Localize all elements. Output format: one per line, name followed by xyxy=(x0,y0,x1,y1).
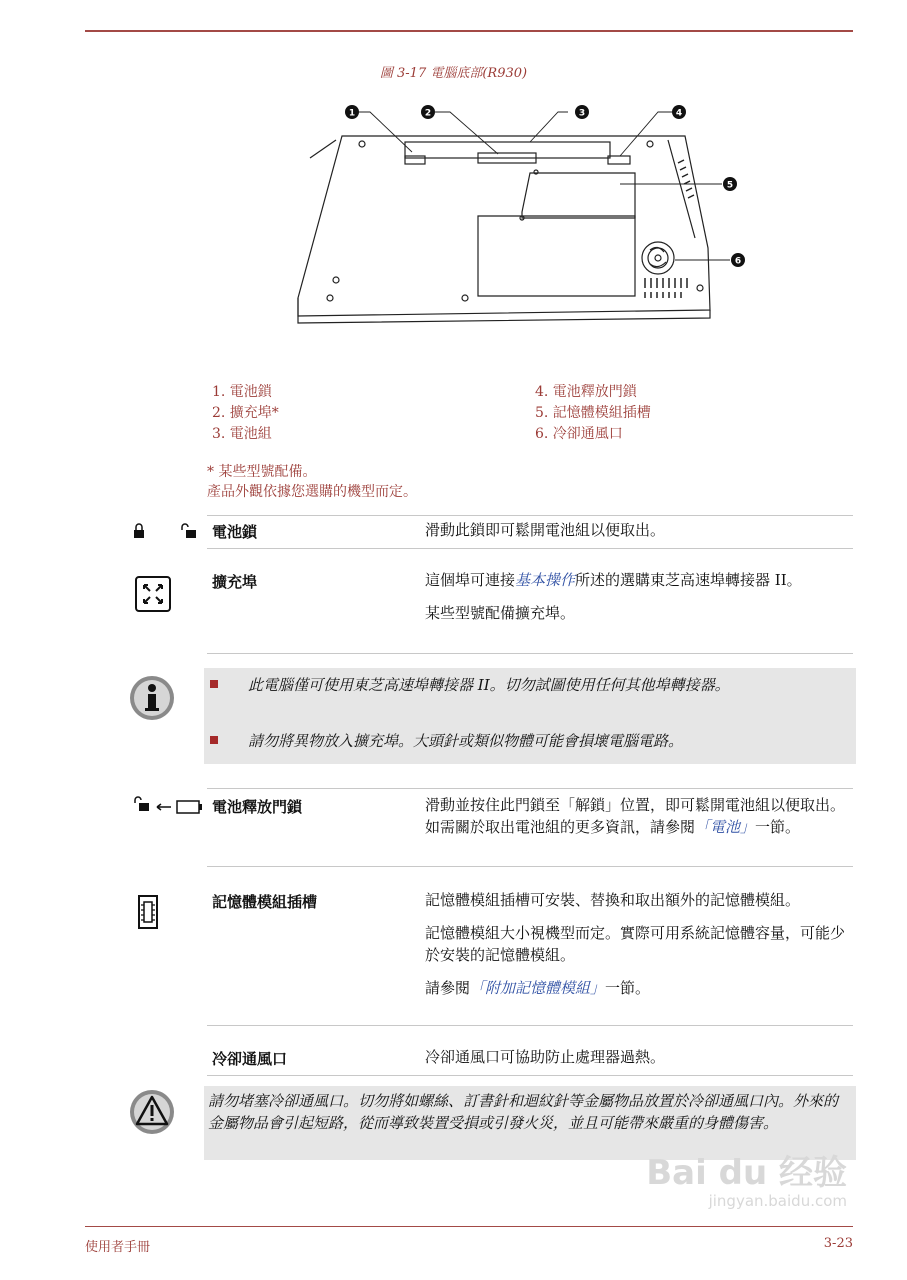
legend-right xyxy=(535,382,651,445)
legend-item: 6. 冷卻通風口 xyxy=(535,426,623,442)
baidu-watermark-url: jingyan.baidu.com xyxy=(708,1192,847,1210)
table-rule xyxy=(207,1075,853,1076)
header-rule xyxy=(85,30,853,32)
info-item: 此電腦僅可使用東芝高速埠轉接器 II。切勿試圖使用任何其他埠轉接器。 xyxy=(248,676,730,694)
desc-text: 滑動此鎖即可鬆開電池組以便取出。 xyxy=(425,521,666,539)
footer-title: 使用者手冊 xyxy=(85,1240,151,1255)
callout-number-1: 1 xyxy=(348,108,356,119)
legend-item: 3. 電池組 xyxy=(212,426,272,442)
figure-caption: 圖 3-17 電腦底部(R930) xyxy=(379,66,528,81)
legend-item: 2. 擴充埠* xyxy=(212,405,279,421)
page-number: 3-23 xyxy=(823,1236,853,1251)
model-notes xyxy=(207,462,417,502)
table-rule xyxy=(207,653,853,654)
table-rule xyxy=(207,548,853,549)
note-line: * 某些型號配備。 xyxy=(207,464,317,480)
warning-icon xyxy=(128,1088,176,1136)
desc-docking-port xyxy=(425,569,853,635)
bullet-icon xyxy=(210,736,218,744)
term-docking-port: 擴充埠 xyxy=(212,573,258,591)
desc-post: 一節。 xyxy=(755,818,801,836)
legend-item: 1. 電池鎖 xyxy=(212,384,272,400)
table-rule xyxy=(207,866,853,867)
desc-pre: 這個埠可連接 xyxy=(425,571,516,589)
callout-number-3: 3 xyxy=(578,108,586,119)
table-rule xyxy=(207,788,853,789)
callout-number-5: 5 xyxy=(726,180,734,191)
link-additional-memory[interactable]: 「附加記憶體模組」 xyxy=(470,979,606,997)
desc-memory-slot xyxy=(425,889,853,1010)
desc-text: 冷卻通風口可協助防止處理器過熱。 xyxy=(425,1048,666,1066)
legend-item: 5. 記憶體模組插槽 xyxy=(535,405,651,421)
lock-unlock-icon xyxy=(132,522,202,542)
info-item: 請勿將異物放入擴充埠。大頭針或類似物體可能會損壞電腦電路。 xyxy=(248,732,684,750)
table-rule xyxy=(207,515,853,516)
laptop-bottom-diagram xyxy=(290,98,760,330)
callout-number-4: 4 xyxy=(675,108,683,119)
desc-post: 所述的選購東芝高速埠轉接器 II。 xyxy=(575,571,802,589)
baidu-watermark-logo: Bai du 经验 xyxy=(646,1153,847,1193)
desc-text xyxy=(425,794,853,838)
desc-text: 某些型號配備擴充埠。 xyxy=(425,604,576,622)
desc-text xyxy=(425,569,853,591)
info-icon xyxy=(128,674,176,722)
callout-number-2: 2 xyxy=(424,108,432,119)
bullet-icon xyxy=(210,680,218,688)
desc-text: 記憶體模組大小視機型而定。實際可用系統記憶體容量，可能少於安裝的記憶體模組。 xyxy=(425,924,846,964)
desc-text: 記憶體模組插槽可安裝、替換和取出額外的記憶體模組。 xyxy=(425,891,801,909)
desc-pre: 請參閱 xyxy=(425,979,471,997)
legend-item: 4. 電池釋放門鎖 xyxy=(535,384,637,400)
desc-release-latch xyxy=(425,794,853,849)
link-basic-operation[interactable]: 基本操作 xyxy=(515,571,576,589)
docking-port-icon xyxy=(134,575,174,615)
memory-module-icon xyxy=(137,894,159,930)
term-release-latch: 電池釋放門鎖 xyxy=(212,798,303,816)
info-callout xyxy=(204,668,856,764)
term-cooling-vents: 冷卻通風口 xyxy=(212,1050,288,1068)
footer-rule xyxy=(85,1226,853,1227)
term-memory-slot: 記憶體模組插槽 xyxy=(212,893,318,911)
legend-left xyxy=(212,382,279,445)
note-line: 產品外觀依據您選購的機型而定。 xyxy=(207,484,417,500)
table-rule xyxy=(207,1025,853,1026)
release-latch-icon xyxy=(133,795,205,815)
warning-text: 請勿堵塞冷卻通風口。切勿將如螺絲、訂書針和迴紋針等金屬物品放置於冷卻通風口內。外來的金屬物品會引起短路，從而導致裝置受損或引發火災，並且可能帶來嚴重的身體傷害。 xyxy=(208,1092,839,1132)
desc-pre: 滑動並按住此門鎖至「解鎖」位置，即可鬆開電池組以便取出。如需關於取出電池組的更多資訊，請參閱 xyxy=(425,796,846,836)
link-battery[interactable]: 「電池」 xyxy=(695,818,756,836)
desc-post: 一節。 xyxy=(605,979,651,997)
callout-number-6: 6 xyxy=(734,256,742,267)
desc-text xyxy=(425,977,853,999)
term-battery-lock: 電池鎖 xyxy=(212,523,258,541)
